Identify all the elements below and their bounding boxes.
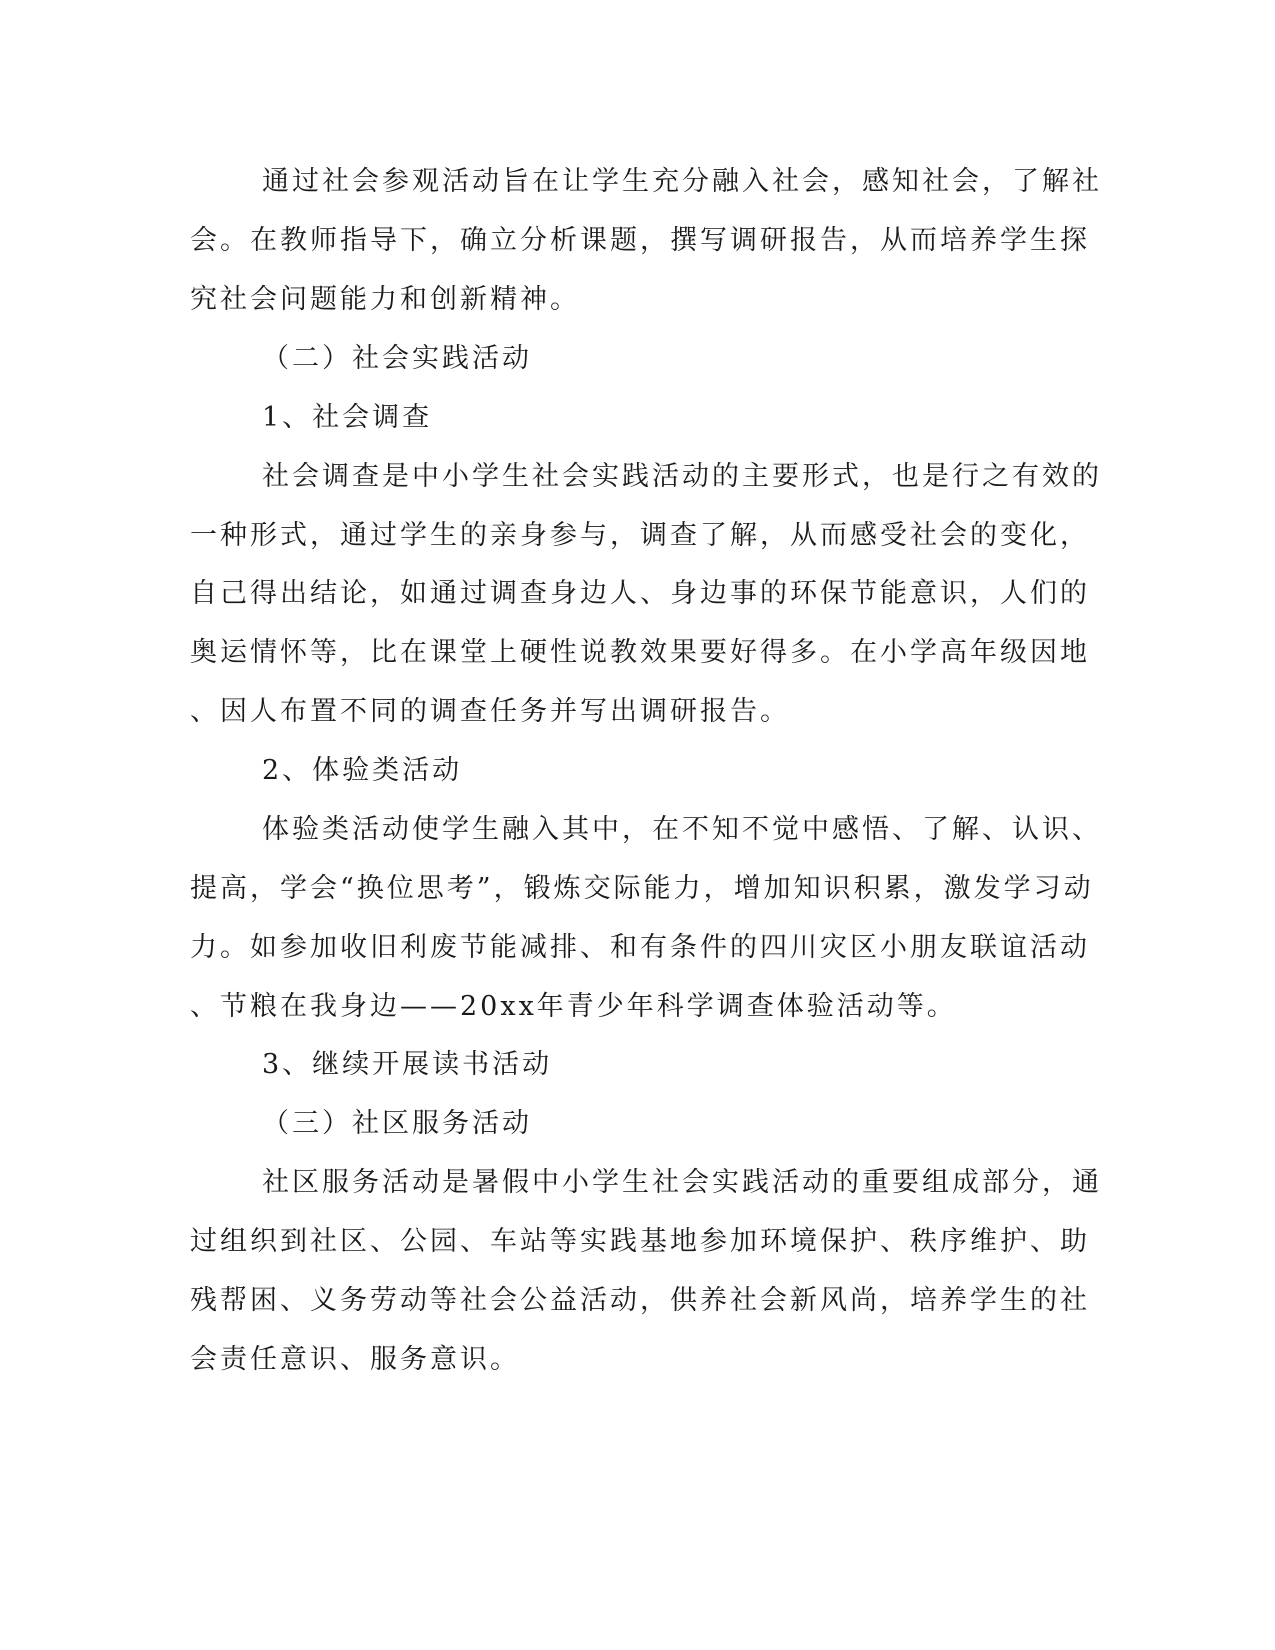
paragraph-2-line-1: 社会调查是中小学生社会实践活动的主要形式，也是行之有效的 xyxy=(262,461,1102,492)
paragraph-2-line-4: 奥运情怀等，比在课堂上硬性说教效果要好得多。在小学高年级因地 xyxy=(190,637,1090,668)
paragraph-2-line-3: 自己得出结论，如通过调查身边人、身边事的环保节能意识，人们的 xyxy=(190,578,1090,609)
subheading-experience-activities: 2、体验类活动 xyxy=(262,755,463,786)
paragraph-3-line-4: 、节粮在我身边——20xx年青少年科学调查体验活动等。 xyxy=(190,991,957,1022)
paragraph-4-line-1: 社区服务活动是暑假中小学生社会实践活动的重要组成部分，通 xyxy=(262,1167,1102,1198)
subheading-social-survey: 1、社会调查 xyxy=(262,402,433,433)
paragraph-3-line-2: 提高，学会“换位思考”，锻炼交际能力，增加知识积累，激发学习动 xyxy=(190,873,1094,904)
paragraph-1-line-2: 会。在教师指导下，确立分析课题，撰写调研报告，从而培养学生探 xyxy=(190,225,1090,256)
paragraph-1-line-3: 究社会问题能力和创新精神。 xyxy=(190,284,580,315)
paragraph-3-line-1: 体验类活动使学生融入其中，在不知不觉中感悟、了解、认识、 xyxy=(262,814,1102,845)
paragraph-1-line-1: 通过社会参观活动旨在让学生充分融入社会，感知社会，了解社 xyxy=(262,166,1102,197)
section-heading-3: （三）社区服务活动 xyxy=(262,1108,532,1139)
paragraph-3-line-3: 力。如参加收旧利废节能减排、和有条件的四川灾区小朋友联谊活动 xyxy=(190,932,1090,963)
subheading-reading-activities: 3、继续开展读书活动 xyxy=(262,1049,553,1080)
paragraph-2-line-2: 一种形式，通过学生的亲身参与，调查了解，从而感受社会的变化， xyxy=(190,520,1090,551)
paragraph-2-line-5: 、因人布置不同的调查任务并写出调研报告。 xyxy=(190,696,790,727)
paragraph-4-line-3: 残帮困、义务劳动等社会公益活动，供养社会新风尚，培养学生的社 xyxy=(190,1285,1090,1316)
paragraph-4-line-2: 过组织到社区、公园、车站等实践基地参加环境保护、秩序维护、助 xyxy=(190,1226,1090,1257)
paragraph-4-line-4: 会责任意识、服务意识。 xyxy=(190,1344,520,1375)
section-heading-2: （二）社会实践活动 xyxy=(262,343,532,374)
